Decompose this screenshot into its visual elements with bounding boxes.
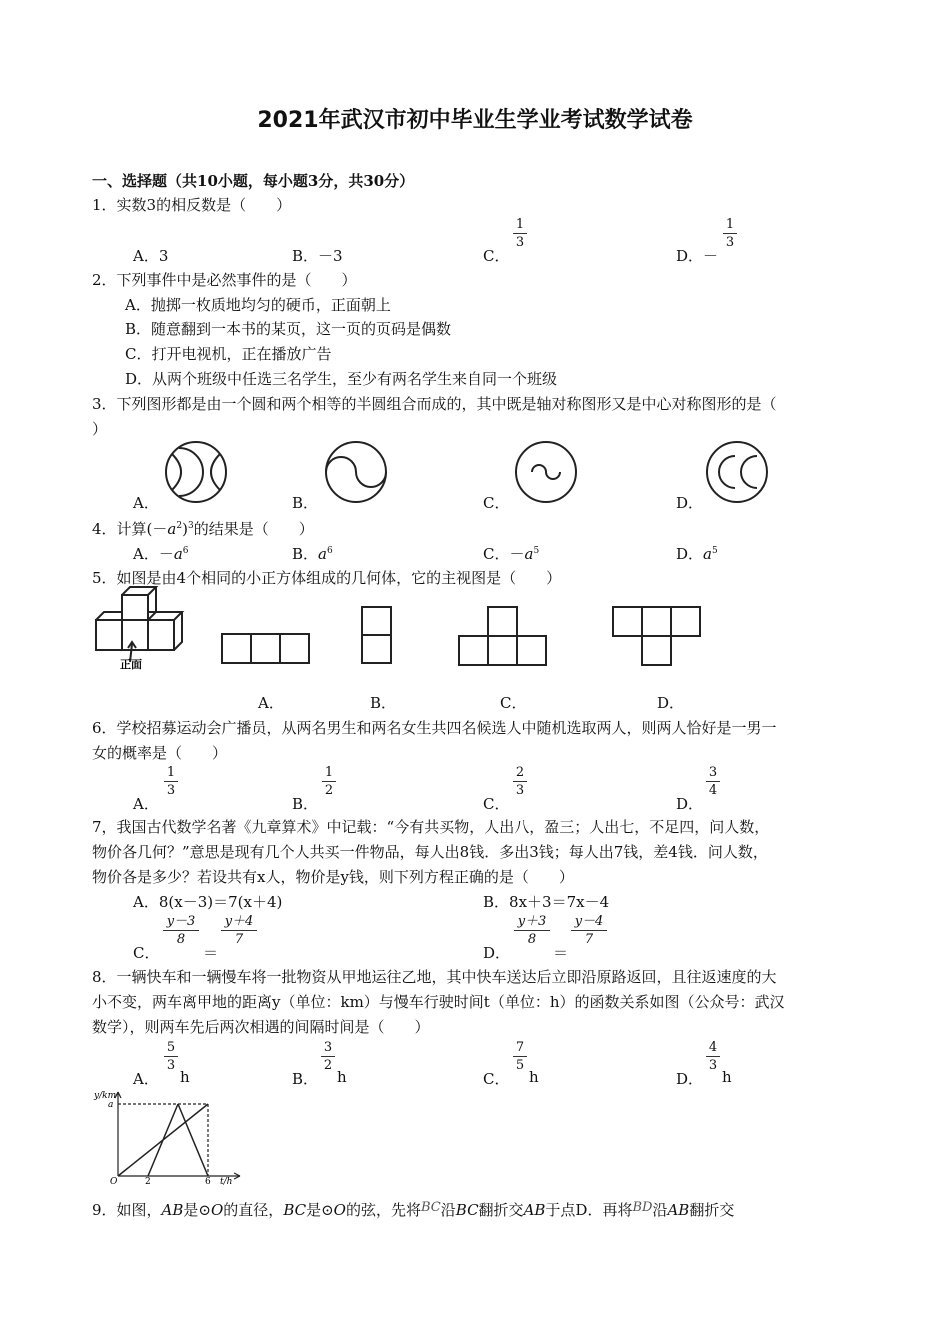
q2-option-a[interactable]: A．抛掷一枚质地均匀的硬币，正面朝上 xyxy=(125,296,391,314)
q3-stem-line2: ） xyxy=(92,420,108,438)
q3-option-d[interactable]: D． xyxy=(676,494,704,512)
q8-c-fraction: 7 5 xyxy=(513,1040,527,1073)
section-heading: 一、选择题（共10小题，每小题3分，共30分） xyxy=(92,172,415,190)
q8-stem-line2: 小不变，两车离甲地的距离y（单位：km）与慢车行驶时间t（单位：h）的函数关系如图（公众号：武汉 xyxy=(92,993,785,1011)
q4-option-d[interactable]: D．$a^5$ xyxy=(676,545,718,563)
q8-a-label: a xyxy=(108,1100,114,1110)
q3-option-b[interactable]: B． xyxy=(292,494,319,512)
q2-option-d[interactable]: D．从两个班级中任选三名学生，至少有两名学生来自同一个班级 xyxy=(125,370,558,388)
q9-stem: 9．如图，AB是⊙O的直径，BC是⊙O的弦，先将BC沿BC翻折交AB于点D．再将BD沿AB翻折交 xyxy=(92,1200,735,1219)
q8-ylabel: y/km xyxy=(94,1091,117,1101)
q7-c-frac-right: y＋4 7 xyxy=(221,914,257,947)
q8-option-b[interactable]: B． xyxy=(292,1070,319,1088)
q7-d-equals: ＝ xyxy=(553,944,569,962)
q7-option-c[interactable]: C． xyxy=(133,944,160,962)
q6-stem-line2: 女的概率是（ ） xyxy=(92,744,228,762)
q5-solid-figure xyxy=(92,590,192,672)
q6-option-c[interactable]: C． xyxy=(483,795,510,813)
q2-stem: 2．下列事件中是必然事件的是（ ） xyxy=(92,271,357,289)
q8-origin: O xyxy=(110,1177,118,1187)
q1-option-d[interactable]: D．－ xyxy=(676,247,719,265)
q8-stem-line1: 8．一辆快车和一辆慢车将一批物资从甲地运往乙地，其中快车送达后立即沿原路返回，且往返速度的大 xyxy=(92,968,777,986)
q3-figure-c xyxy=(514,440,580,504)
q1-option-c[interactable]: C． xyxy=(483,247,510,265)
q8-stem-line3: 数学），则两车先后两次相遇的间隔时间是（ ） xyxy=(92,1018,430,1036)
q7-c-frac-left: y－3 8 xyxy=(163,914,199,947)
q5-figure-d xyxy=(611,605,703,667)
q3-figure-b xyxy=(324,440,390,504)
q8-b-unit: h xyxy=(337,1068,347,1086)
q7-option-d[interactable]: D． xyxy=(483,944,511,962)
q8-option-c[interactable]: C． xyxy=(483,1070,510,1088)
q5-option-d[interactable]: D． xyxy=(657,694,685,712)
q4-stem: 4．计算$(-a^2)^3$的结果是（ ） xyxy=(92,520,314,538)
q3-figure-d xyxy=(705,440,771,504)
q5-figure-a xyxy=(220,632,312,666)
q1-option-a[interactable]: A．3 xyxy=(133,247,169,265)
q6-stem-line1: 6．学校招募运动会广播员，从两名男生和两名女生共四名候选人中随机选取两人，则两人恰好是一男一 xyxy=(92,719,777,737)
page-title: 2021年武汉市初中毕业生学业考试数学试卷 xyxy=(257,108,693,133)
q8-d-fraction: 4 3 xyxy=(706,1040,720,1073)
q6-d-fraction: 3 4 xyxy=(706,765,720,798)
q8-a-fraction: 5 3 xyxy=(164,1040,178,1073)
q8-d-unit: h xyxy=(722,1068,732,1086)
q6-option-a[interactable]: A． xyxy=(133,795,159,813)
q7-stem-line3: 物价各是多少？若设共有x人，物价是y钱，则下列方程正确的是（ ） xyxy=(92,868,574,886)
q7-d-frac-right: y－4 7 xyxy=(571,914,607,947)
q8-graph xyxy=(90,1088,250,1187)
q8-a-unit: h xyxy=(180,1068,190,1086)
q5-figure-c xyxy=(457,605,549,667)
q3-option-c[interactable]: C． xyxy=(483,494,510,512)
q5-figure-b xyxy=(360,605,394,665)
q8-fast-car-back xyxy=(178,1104,208,1176)
q8-xlabel: t/h xyxy=(220,1177,233,1187)
q8-tick-6: 6 xyxy=(205,1177,211,1187)
q8-option-d[interactable]: D． xyxy=(676,1070,704,1088)
q8-c-unit: h xyxy=(529,1068,539,1086)
q4-option-a[interactable]: A．$-a^6$ xyxy=(133,545,189,563)
q7-option-b[interactable]: B．8x＋3＝7x－4 xyxy=(483,893,610,911)
q7-c-equals: ＝ xyxy=(203,944,219,962)
q1-stem: 1．实数3的相反数是（ ） xyxy=(92,196,292,214)
q5-option-b[interactable]: B． xyxy=(370,694,397,712)
q3-option-a[interactable]: A． xyxy=(133,494,159,512)
q7-option-a[interactable]: A．8(x－3)＝7(x＋4) xyxy=(133,893,283,911)
q7-d-frac-left: y＋3 8 xyxy=(514,914,550,947)
q5-stem: 5．如图是由4个相同的小正方体组成的几何体，它的主视图是（ ） xyxy=(92,569,562,587)
q5-option-c[interactable]: C． xyxy=(500,694,527,712)
q6-option-d[interactable]: D． xyxy=(676,795,704,813)
q6-a-fraction: 1 3 xyxy=(164,765,178,798)
q5-front-label: 正面 xyxy=(120,658,142,671)
q7-stem-line1: 7，我国古代数学名著《九章算术》中记载：“今有共买物，人出八，盈三；人出七，不足四，问人数， xyxy=(92,818,770,836)
q1-c-fraction: 1 3 xyxy=(513,217,527,250)
q2-option-b[interactable]: B．随意翻到一本书的某页，这一页的页码是偶数 xyxy=(125,320,452,338)
q4-option-c[interactable]: C．$-a^5$ xyxy=(483,545,540,563)
q8-b-fraction: 3 2 xyxy=(321,1040,335,1073)
q8-tick-2: 2 xyxy=(145,1177,151,1187)
q8-option-a[interactable]: A． xyxy=(133,1070,159,1088)
q7-stem-line2: 物价各几何？”意思是现有几个人共买一件物品，每人出8钱．多出3钱；每人出7钱，差4钱．问人数， xyxy=(92,843,768,861)
q8-fast-car-out xyxy=(148,1104,178,1176)
q1-option-b[interactable]: B．－3 xyxy=(292,247,343,265)
q1-d-fraction: 1 3 xyxy=(723,217,737,250)
q6-c-fraction: 2 3 xyxy=(513,765,527,798)
q3-stem-line1: 3．下列图形都是由一个圆和两个相等的半圆组合而成的，其中既是轴对称图形又是中心对称图形的是（ xyxy=(92,395,777,413)
q6-b-fraction: 1 2 xyxy=(322,765,336,798)
q5-option-a[interactable]: A． xyxy=(258,694,284,712)
q3-figure-a xyxy=(164,440,230,504)
q4-option-b[interactable]: B．$a^6$ xyxy=(292,545,333,563)
q6-option-b[interactable]: B． xyxy=(292,795,319,813)
q2-option-c[interactable]: C．打开电视机，正在播放广告 xyxy=(125,345,332,363)
